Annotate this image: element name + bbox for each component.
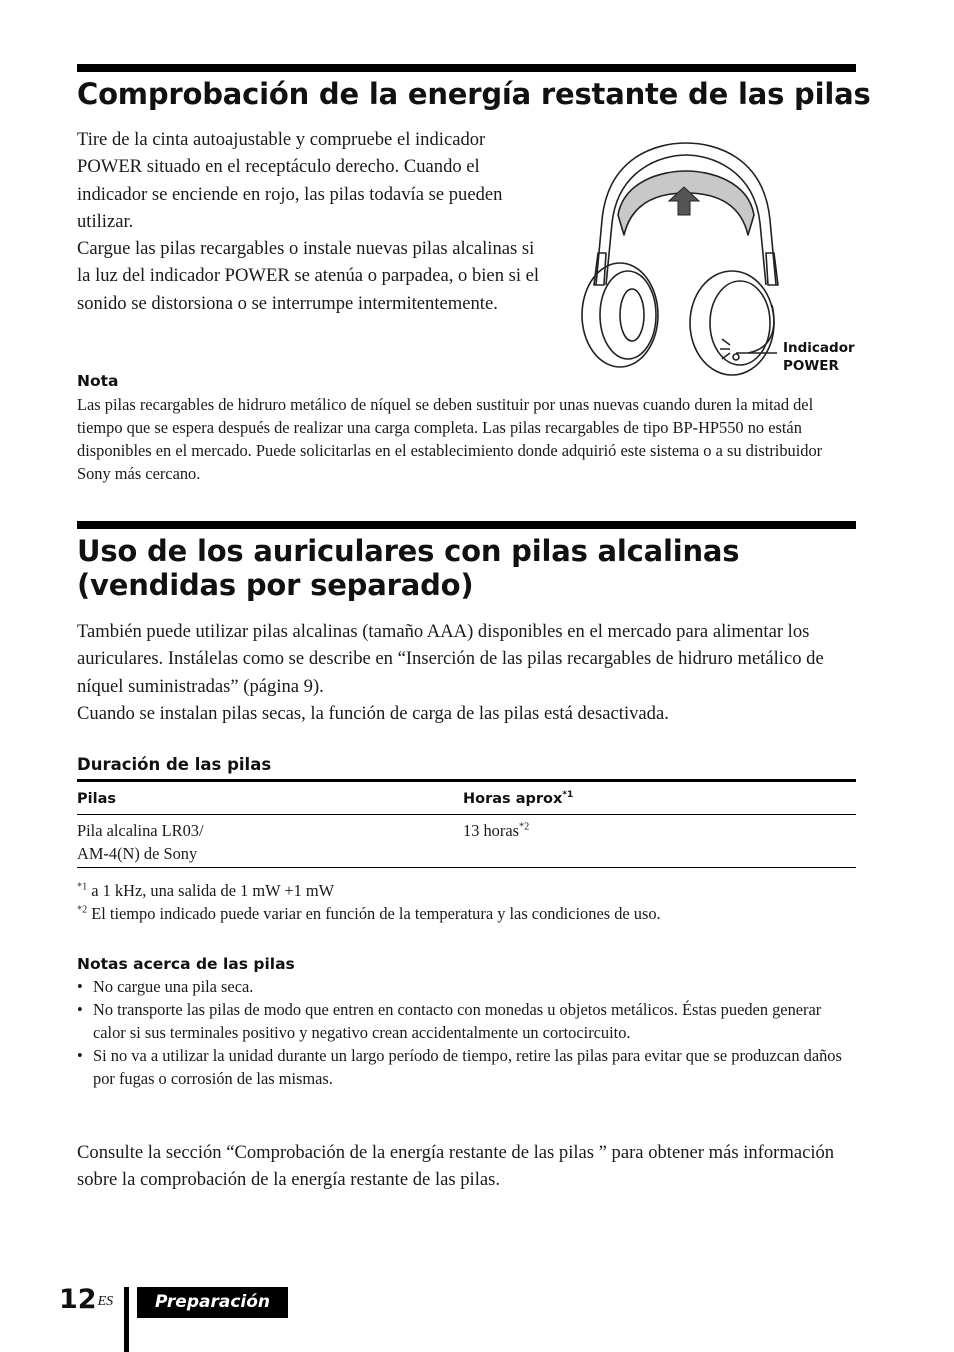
table-header-pilas: Pilas [77,791,116,807]
section2-title [77,534,739,602]
footnote-mark: *1 [562,790,574,801]
power-indicator-label [783,339,855,375]
section2-top-rule [77,521,856,529]
section1-para2: Cargue las pilas recargables o instale nuevas pilas alcalinas si la luz del indicador POWER se atenúa o parpadea, o bien si el sonido se distorsiona o se interrumpe intermitentemente. [77,238,540,314]
table-header-rule [77,814,856,815]
list-item: • Si no va a utilizar la unidad durante un largo período de tiempo, retire las pilas para evitar que se produzcan daños por fugas o corrosión de las mismas. [77,1044,857,1090]
table-cell-horas-text: 13 horas [463,821,519,840]
section2-para1: También puede utilizar pilas alcalinas (tamaño AAA) disponibles en el mercado para alimentar los auriculares. Instálelas como se describe en “Inserción de las pilas recargables de hidruro metálico de níquel suministradas” (página 9). [77,621,824,697]
footer-vertical-rule [124,1287,129,1352]
power-indicator-label-line1: Indicador [783,340,855,356]
footnote-1 [77,879,857,902]
section2-para2: Cuando se instalan pilas secas, la función de carga de las pilas está desactivada. [77,702,669,724]
section1-para1: Tire de la cinta autoajustable y compruebe el indicador POWER situado en el receptáculo derecho. Cuando el indicador se enciende en rojo, las pilas todavía se pueden utilizar. [77,129,503,232]
list-item: • No cargue una pila seca. [77,975,857,998]
section1-body [77,126,552,317]
table-cell-pilas-line2: AM-4(N) de Sony [77,844,198,863]
footnote-mark: *1 [77,881,88,893]
list-item: • No transporte las pilas de modo que entren en contacto con monedas u objetos metálicos. Éstas pueden generar calor si sus terminales positivo y negativo crean accidentalmente un cortocircuito. [77,998,857,1044]
table-heading: Duración de las pilas [77,755,272,774]
section2-title-line2: (vendidas por separado) [77,568,474,602]
section1-top-rule [77,64,856,72]
note-text: Las pilas recargables de hidruro metálico de níquel se deben sustituir por unas nuevas cuando duren la mitad del tiempo que se espera después de realizar una carga completa. Las pilas recargables de tipo BP-HP550 no están disponibles en el mercado. Puede solicitarlas en el establecimiento donde adquirió este sistema o a su distribuidor Sony más cercano. [77,395,823,483]
footnotes [77,879,857,925]
table-cell-pilas [77,819,204,865]
page-suffix: ES [97,1294,114,1309]
section-tab-preparacion: Preparación [137,1287,288,1318]
power-indicator-label-line2: POWER [783,358,839,374]
footnote-mark: *2 [519,821,530,833]
footnote-2-text: El tiempo indicado puede variar en función de la temperatura y las condiciones de uso. [87,904,661,923]
closing-paragraph: Consulte la sección “Comprobación de la energía restante de las pilas ” para obtener más información sobre la comprobación de la energía restante de las pilas. [77,1142,835,1191]
notes-list [77,975,857,1090]
table-header-horas [463,789,573,809]
footnote-1-text: a 1 kHz, una salida de 1 mW +1 mW [87,881,335,900]
footnote-mark: *2 [77,904,88,916]
notes-heading: Notas acerca de las pilas [77,955,295,973]
table-cell-horas [463,819,529,842]
table-bottom-rule [77,867,856,868]
section1-title: Comprobación de la energía restante de las pilas [77,77,871,111]
table-top-rule [77,779,856,782]
page-number [59,1284,113,1316]
section2-body [77,618,857,727]
table-header-horas-text: Horas aprox [463,791,563,807]
table-cell-pilas-line1: Pila alcalina LR03/ [77,821,204,840]
page-number-value: 12 [59,1284,97,1315]
footnote-2 [77,902,857,925]
section2-title-line1: Uso de los auriculares con pilas alcalinas [77,534,740,568]
note-heading: Nota [77,372,119,390]
